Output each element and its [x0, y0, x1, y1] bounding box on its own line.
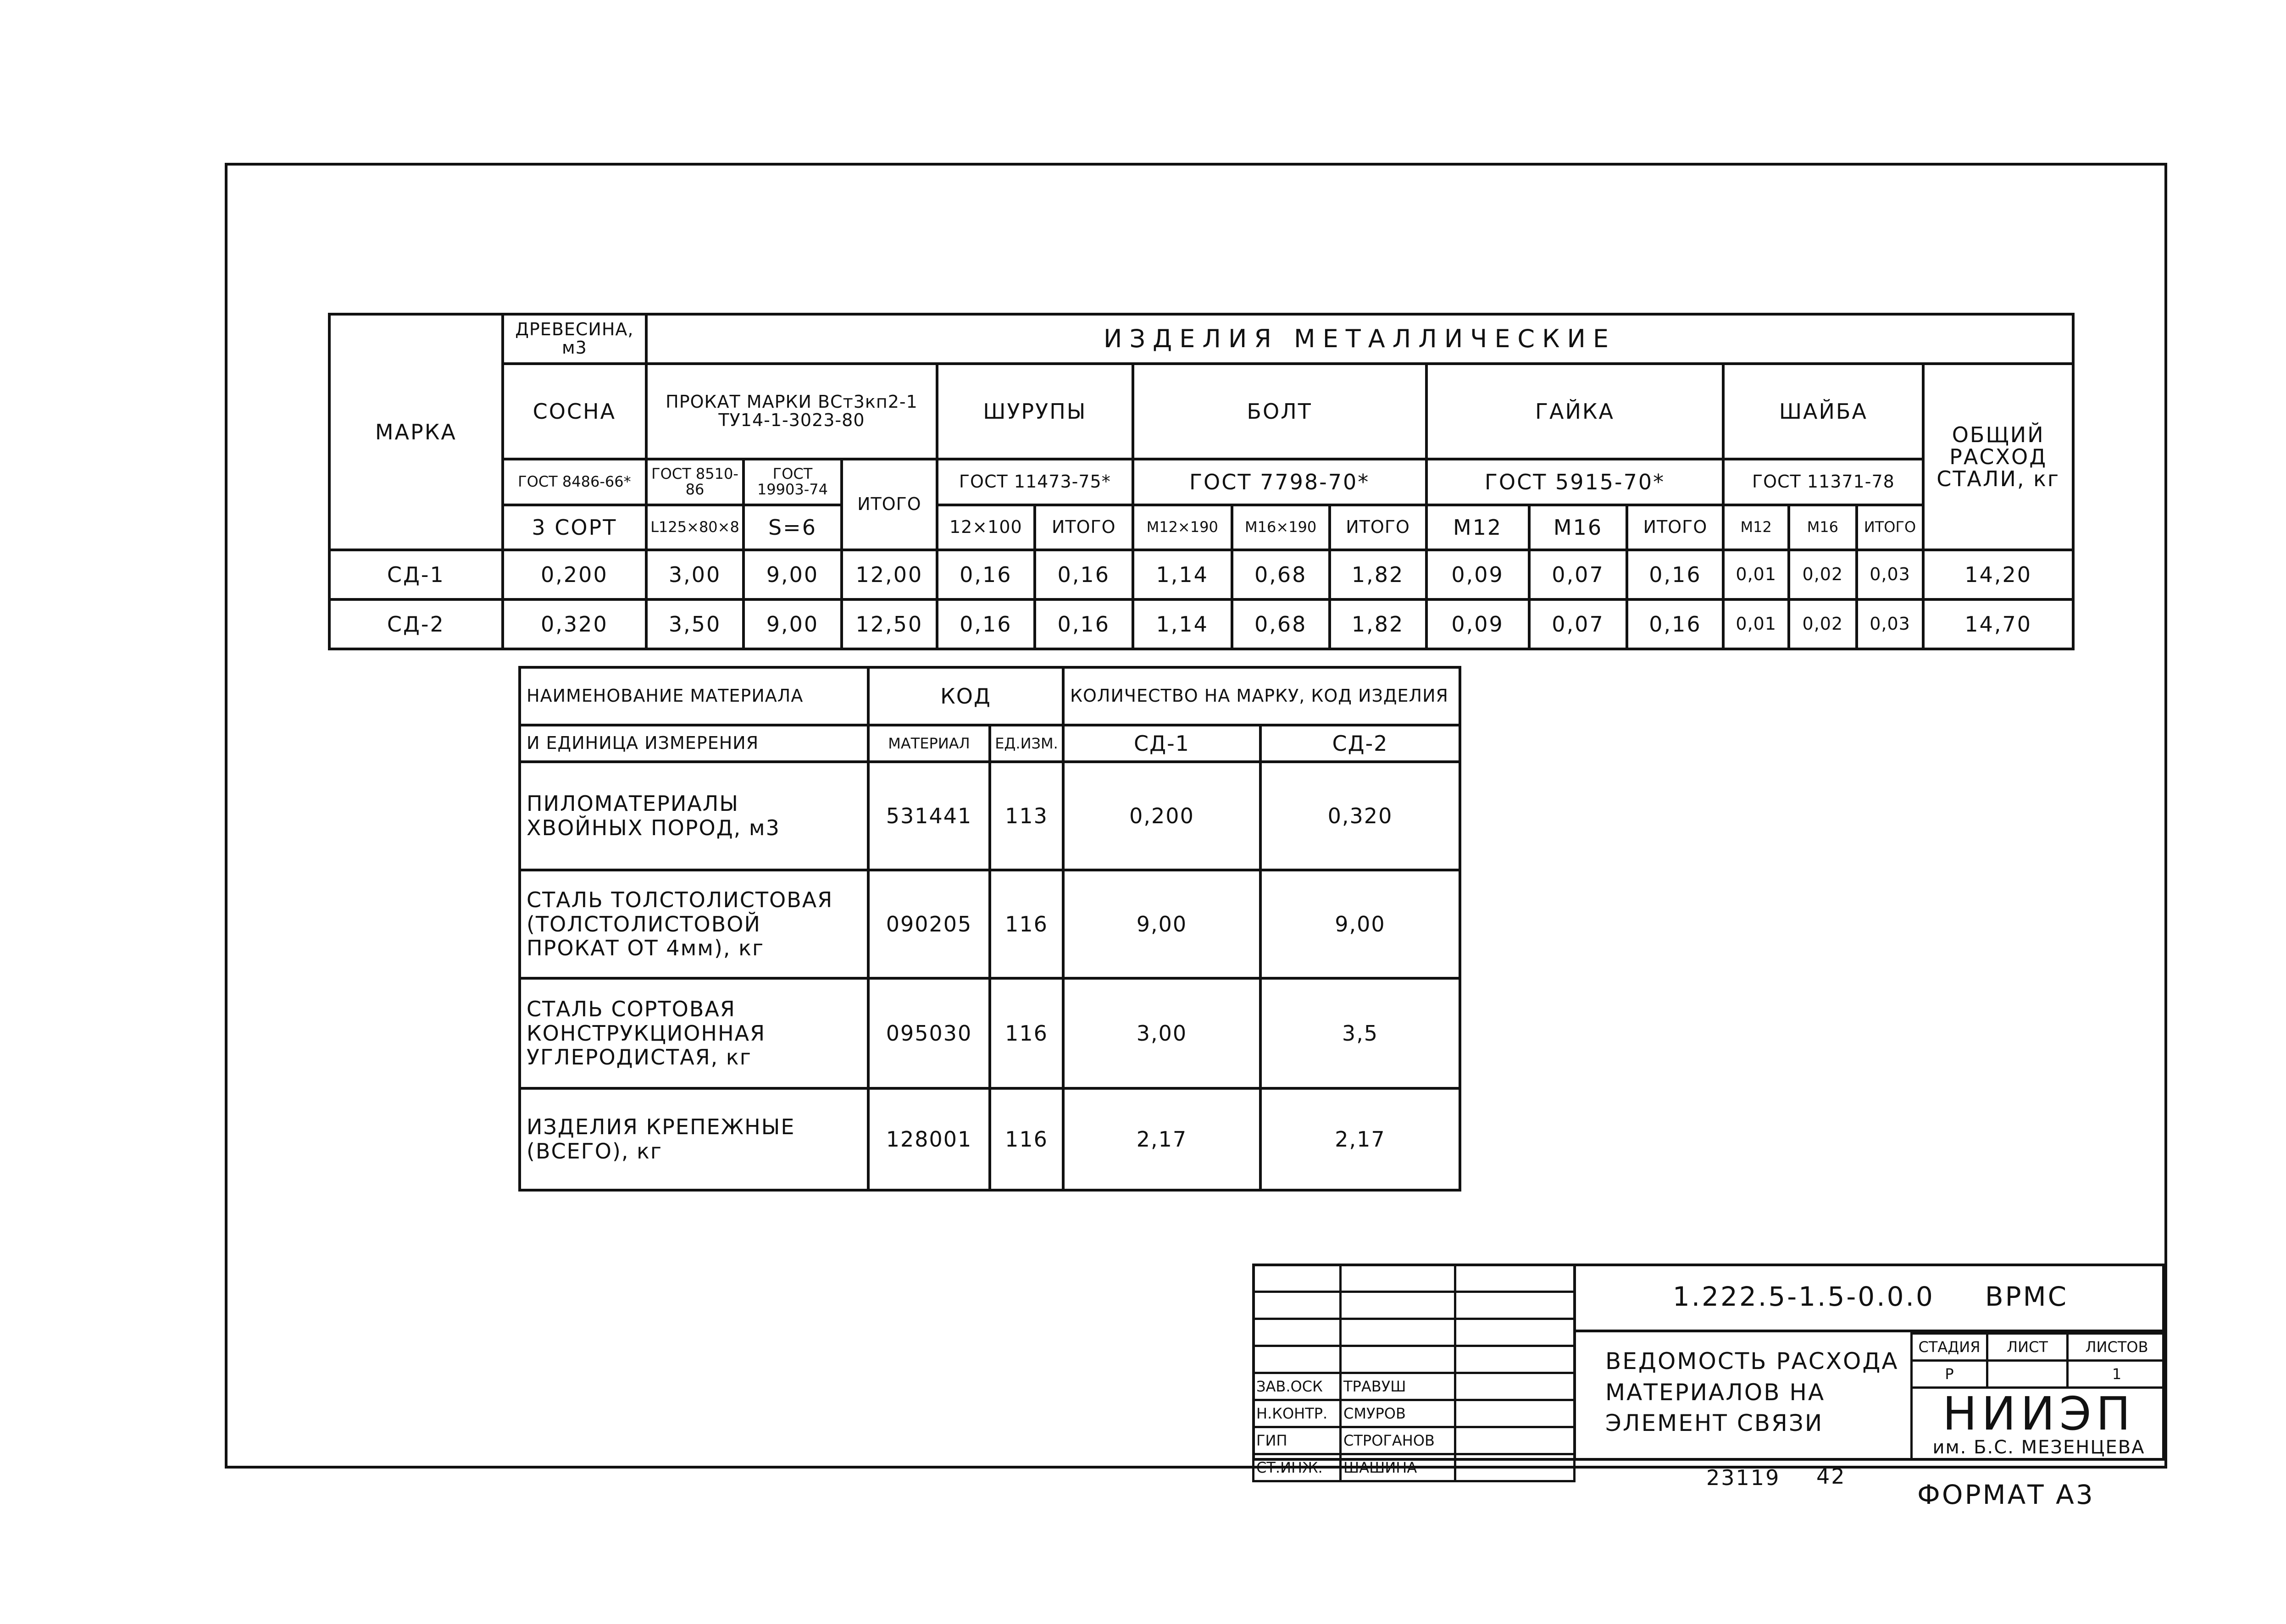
- unit-code: 116: [990, 870, 1063, 978]
- sheets-value: 1: [2068, 1361, 2166, 1388]
- code-header: КОД: [868, 667, 1063, 725]
- signature: [1455, 1454, 1575, 1481]
- qty-sd2: 2,17: [1260, 1088, 1460, 1190]
- cell-shurupy-total: 0,16: [1035, 599, 1133, 649]
- cell-bolt-2: 0,68: [1232, 599, 1330, 649]
- bolt-header: БОЛТ: [1133, 364, 1426, 459]
- signer-name: ТРАВУШ: [1341, 1373, 1455, 1400]
- bolt-size-2: М16×190: [1232, 505, 1330, 550]
- cell-prokat-2: 9,00: [744, 599, 842, 649]
- shaiba-header: ШАЙБА: [1723, 364, 1923, 459]
- unit-code: 116: [990, 978, 1063, 1088]
- cell-shaiba-total: 0,03: [1857, 599, 1924, 649]
- signer-name: СМУРОВ: [1341, 1400, 1455, 1427]
- material-name: ИЗДЕЛИЯ КРЕПЕЖНЫЕ (ВСЕГО), кг: [520, 1088, 868, 1190]
- signature: [1455, 1400, 1575, 1427]
- table-row: [329, 550, 2073, 599]
- gaika-size-2: М16: [1529, 505, 1627, 550]
- shaiba-gost: ГОСТ 11371-78: [1723, 459, 1923, 505]
- document-title: ВЕДОМОСТЬ РАСХОДА МАТЕРИАЛОВ НА ЭЛЕМЕНТ СВЯЗИ: [1605, 1348, 1899, 1436]
- cell-bolt-1: 1,14: [1133, 550, 1232, 599]
- cell-shurupy: 0,16: [937, 599, 1035, 649]
- row-mark: СД-1: [329, 550, 503, 599]
- format-label: ФОРМАТ А3: [1917, 1479, 2095, 1510]
- cell-total-steel: 14,20: [1923, 550, 2073, 599]
- stage-table: [1910, 1332, 2167, 1389]
- organization-name: им. Б.С. МЕЗЕНЦЕВА: [1932, 1437, 2145, 1458]
- material-name: ПИЛОМАТЕРИАЛЫ ХВОЙНЫХ ПОРОД, м3: [520, 762, 868, 870]
- bolt-total-header: ИТОГО: [1330, 505, 1426, 550]
- qty-sd1: 9,00: [1063, 870, 1260, 978]
- table-row: [520, 1088, 1460, 1190]
- cell-shaiba-total: 0,03: [1857, 550, 1924, 599]
- material-name: СТАЛЬ СОРТОВАЯ КОНСТРУКЦИОННАЯ УГЛЕРОДИСТАЯ, кг: [520, 978, 868, 1088]
- qty-sd1: 3,00: [1063, 978, 1260, 1088]
- unit-code: 113: [990, 762, 1063, 870]
- sosna-sort: 3 СОРТ: [503, 505, 646, 550]
- signer-role: ЗАВ.ОСК: [1254, 1373, 1341, 1400]
- col-metal-header: ИЗДЕЛИЯ МЕТАЛЛИЧЕСКИЕ: [646, 314, 2073, 364]
- material-code: 128001: [868, 1088, 990, 1190]
- material-code-header: МАТЕРИАЛ: [868, 725, 990, 762]
- cell-prokat-total: 12,00: [842, 550, 937, 599]
- cell-shaiba-1: 0,01: [1723, 599, 1789, 649]
- shurupy-size: 12×100: [937, 505, 1035, 550]
- material-code: 095030: [868, 978, 990, 1088]
- signer-role: Н.КОНТР.: [1254, 1400, 1341, 1427]
- gaika-size-1: М12: [1426, 505, 1529, 550]
- materials-spec-table: [328, 313, 2075, 650]
- cell-shaiba-1: 0,01: [1723, 550, 1789, 599]
- cell-gaika-2: 0,07: [1529, 599, 1627, 649]
- table-row: [520, 762, 1460, 870]
- signature: [1455, 1373, 1575, 1400]
- sosna-gost: ГОСТ 8486-66*: [503, 459, 646, 505]
- cell-prokat-total: 12,50: [842, 599, 937, 649]
- cell-bolt-1: 1,14: [1133, 599, 1232, 649]
- cell-gaika-total: 0,16: [1627, 550, 1723, 599]
- signer-role: СТ.ИНЖ.: [1254, 1454, 1341, 1481]
- cell-shurupy: 0,16: [937, 550, 1035, 599]
- signer-row: [1254, 1454, 1575, 1481]
- signer-name: СТРОГАНОВ: [1341, 1427, 1455, 1454]
- shurupy-gost: ГОСТ 11473-75*: [937, 459, 1133, 505]
- total-steel-header: ОБЩИЙ РАСХОД СТАЛИ, кг: [1923, 364, 2073, 550]
- table-row: [520, 978, 1460, 1088]
- cell-bolt-2: 0,68: [1232, 550, 1330, 599]
- cell-prokat-1: 3,00: [646, 550, 744, 599]
- table-row: [329, 599, 2073, 649]
- cell-gaika-2: 0,07: [1529, 550, 1627, 599]
- unit-code: 116: [990, 1088, 1063, 1190]
- gaika-total-header: ИТОГО: [1627, 505, 1723, 550]
- shaiba-total-header: ИТОГО: [1857, 505, 1924, 550]
- page-number: 42: [1816, 1464, 1846, 1489]
- signer-row: [1254, 1400, 1575, 1427]
- signer-row: [1254, 1373, 1575, 1400]
- cell-bolt-total: 1,82: [1330, 550, 1426, 599]
- cell-sosna: 0,200: [503, 550, 646, 599]
- material-code: 090205: [868, 870, 990, 978]
- signature: [1455, 1427, 1575, 1454]
- bolt-size-1: М12×190: [1133, 505, 1232, 550]
- gaika-gost: ГОСТ 5915-70*: [1426, 459, 1724, 505]
- organization-logo: НИИЭП: [1942, 1387, 2135, 1441]
- cell-prokat-2: 9,00: [744, 550, 842, 599]
- name-header-2: И ЕДИНИЦА ИЗМЕРЕНИЯ: [520, 725, 868, 762]
- qty-sd2: 3,5: [1260, 978, 1460, 1088]
- qty-sd2: 0,320: [1260, 762, 1460, 870]
- stage-value: Р: [1912, 1361, 1987, 1388]
- materials-code-table: [518, 666, 1461, 1192]
- sheet-label: ЛИСТ: [1987, 1334, 2068, 1361]
- row-mark: СД-2: [329, 599, 503, 649]
- col-wood-header: ДРЕВЕСИНА, м3: [503, 314, 646, 364]
- cell-prokat-1: 3,50: [646, 599, 744, 649]
- cell-bolt-total: 1,82: [1330, 599, 1426, 649]
- bolt-gost: ГОСТ 7798-70*: [1133, 459, 1426, 505]
- qty-sd2: 9,00: [1260, 870, 1460, 978]
- prokat-header: ПРОКАТ МАРКИ ВСт3кп2-1 ТУ14-1-3023-80: [646, 364, 937, 459]
- prokat-size-1: L125×80×8: [646, 505, 744, 550]
- cell-gaika-total: 0,16: [1627, 599, 1723, 649]
- shaiba-size-1: М12: [1723, 505, 1789, 550]
- qty-sd1: 0,200: [1063, 762, 1260, 870]
- sosna-header: СОСНА: [503, 364, 646, 459]
- table-row: [520, 870, 1460, 978]
- qty-sd1: 2,17: [1063, 1088, 1260, 1190]
- cell-total-steel: 14,70: [1923, 599, 2073, 649]
- shurupy-header: ШУРУПЫ: [937, 364, 1133, 459]
- document-mark: ВРМС: [1985, 1281, 2069, 1312]
- prokat-gost-1: ГОСТ 8510-86: [646, 459, 744, 505]
- shurupy-total-header: ИТОГО: [1035, 505, 1133, 550]
- unit-code-header: ЕД.ИЗМ.: [990, 725, 1063, 762]
- material-name: СТАЛЬ ТОЛСТОЛИСТОВАЯ (ТОЛСТОЛИСТОВОЙ ПРОКАТ ОТ 4мм), кг: [520, 870, 868, 978]
- cell-sosna: 0,320: [503, 599, 646, 649]
- cell-gaika-1: 0,09: [1426, 599, 1529, 649]
- gaika-header: ГАЙКА: [1426, 364, 1724, 459]
- sd1-header: СД-1: [1063, 725, 1260, 762]
- cell-gaika-1: 0,09: [1426, 550, 1529, 599]
- inventory-number: 23119: [1706, 1465, 1781, 1490]
- cell-shurupy-total: 0,16: [1035, 550, 1133, 599]
- qty-header: КОЛИЧЕСТВО НА МАРКУ, КОД ИЗДЕЛИЯ: [1063, 667, 1460, 725]
- document-code: 1.222.5-1.5-0.0.0: [1672, 1281, 1935, 1312]
- signer-name: ШАШИНА: [1341, 1454, 1455, 1481]
- col-marka-header: МАРКА: [329, 314, 503, 550]
- cell-shaiba-2: 0,02: [1789, 599, 1857, 649]
- name-header-1: НАИМЕНОВАНИЕ МАТЕРИАЛА: [520, 667, 868, 725]
- signatures-table: [1252, 1264, 1576, 1482]
- cell-shaiba-2: 0,02: [1789, 550, 1857, 599]
- organization-cell: [1910, 1383, 2165, 1461]
- shaiba-size-2: М16: [1789, 505, 1857, 550]
- sd2-header: СД-2: [1260, 725, 1460, 762]
- document-code-cell: [1573, 1264, 2165, 1332]
- signer-role: ГИП: [1254, 1427, 1341, 1454]
- material-code: 531441: [868, 762, 990, 870]
- signer-row: [1254, 1427, 1575, 1454]
- sheets-label: ЛИСТОВ: [2068, 1334, 2166, 1361]
- stage-label: СТАДИЯ: [1912, 1334, 1987, 1361]
- prokat-total-header: ИТОГО: [842, 459, 937, 550]
- prokat-size-2: S=6: [744, 505, 842, 550]
- prokat-gost-2: ГОСТ 19903-74: [744, 459, 842, 505]
